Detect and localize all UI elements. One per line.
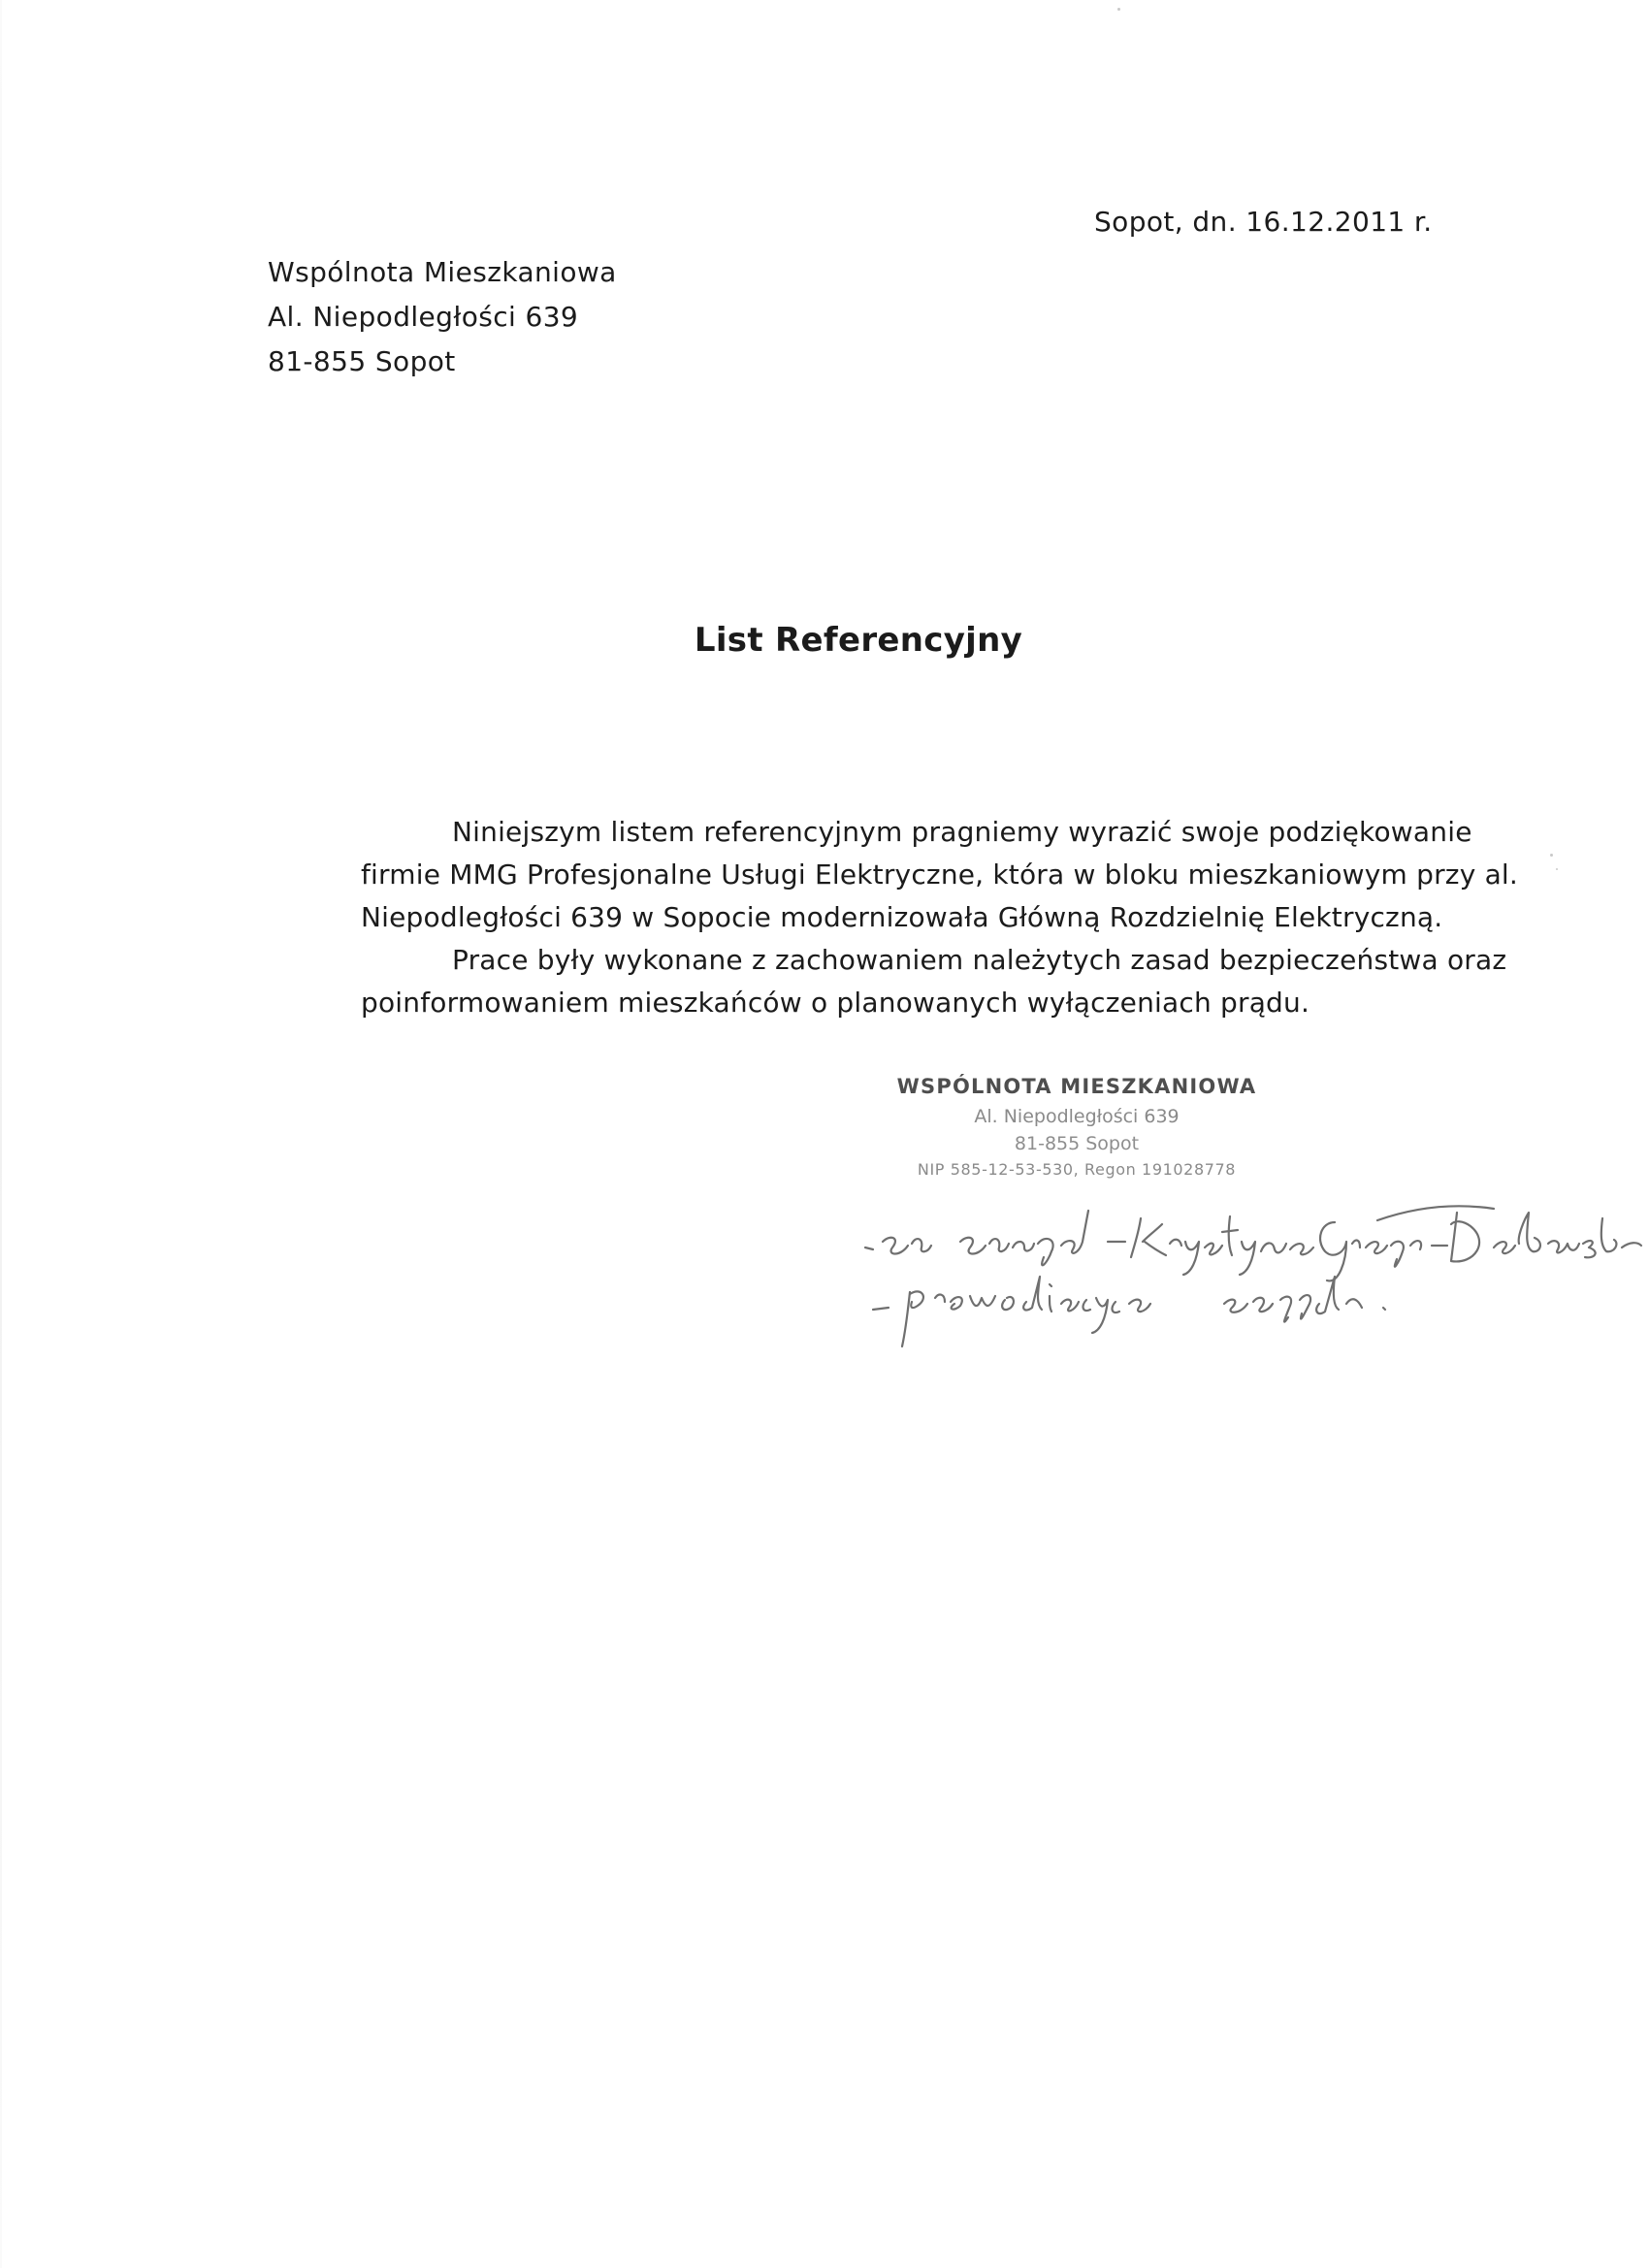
body-line: poinformowaniem mieszkańców o planowanych wyłączeniach prądu. — [361, 987, 1310, 1019]
sender-address — [268, 250, 617, 384]
sender-city: 81-855 Sopot — [268, 345, 456, 377]
stamp-line: 81-855 Sopot — [1014, 1133, 1140, 1154]
stamp-line: WSPÓLNOTA MIESZKANIOWA — [896, 1075, 1257, 1098]
stamp-line: NIP 585-12-53-530, Regon 191028778 — [917, 1160, 1237, 1179]
handwritten-signature — [854, 1183, 1649, 1358]
scan-speck — [1556, 868, 1558, 870]
date-line: Sopot, dn. 16.12.2011 r. — [1094, 206, 1433, 238]
scan-speck — [1117, 8, 1120, 11]
stamp-line: Al. Niepodległości 639 — [974, 1106, 1180, 1127]
sender-street: Al. Niepodległości 639 — [268, 301, 579, 333]
scan-edge — [0, 0, 2, 2268]
body-line: firmie MMG Profesjonalne Usługi Elektryczne, która w bloku mieszkaniowym przy al. — [361, 859, 1519, 891]
body-line: Niniejszym listem referencyjnym pragniemy wyrazić swoje podziękowanie — [452, 816, 1472, 848]
scan-speck — [1550, 854, 1553, 857]
letter-body — [361, 811, 1519, 1024]
sender-name: Wspólnota Mieszkaniowa — [268, 256, 617, 288]
association-stamp — [892, 1075, 1261, 1179]
body-line: Niepodległości 639 w Sopocie modernizowała Główną Rozdzielnię Elektryczną. — [361, 901, 1443, 933]
letter-title: List Referencyjny — [694, 621, 1023, 660]
body-line: Prace były wykonane z zachowaniem należytych zasad bezpieczeństwa oraz — [452, 944, 1507, 976]
